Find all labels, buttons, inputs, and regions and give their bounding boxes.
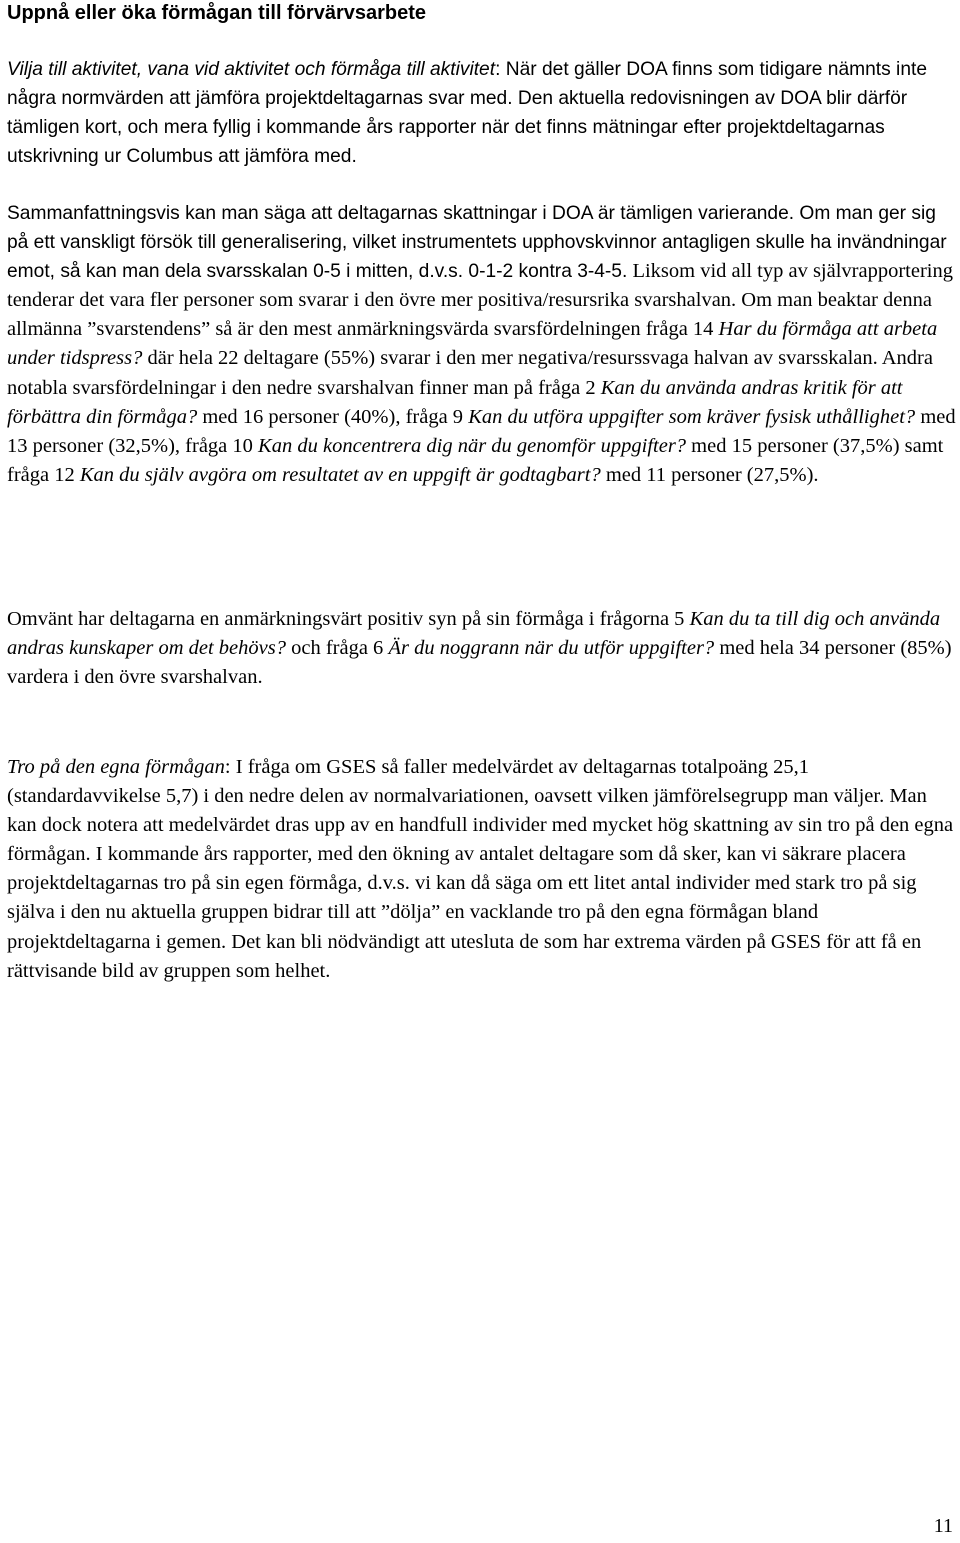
question-6: Är du noggrann när du utför uppgifter?: [388, 637, 715, 660]
paragraph-positive-view: [7, 605, 957, 692]
question-12: Kan du själv avgöra om resultatet av en uppgift är godtagbart?: [79, 463, 601, 486]
paragraph-doa-intro: [7, 55, 957, 171]
positive-text-3: med hela 34 personer (85%) vardera i den övre svarshalvan.: [7, 637, 952, 689]
paragraph-gses: [7, 753, 957, 986]
positive-text-2: och fråga 6: [285, 637, 389, 660]
summary-text-3: med 16 personer (40%), fråga 9: [197, 405, 469, 428]
doa-label: Vilja till aktivitet, vana vid aktivitet och förmåga till aktivitet: [7, 59, 496, 80]
paragraph-doa-summary: [7, 199, 957, 490]
question-10: Kan du koncentrera dig när du genomför uppgifter?: [258, 434, 687, 457]
gses-label: Tro på den egna förmågan: [7, 756, 225, 778]
summary-text-2: där hela 22 deltagare (55%) svarar i den mer negativa/resurssvaga halvan av svarsskalan. Andra notabla svarsfördelningar i den nedre svarshalvan finner man på fråga 2: [7, 347, 933, 399]
summary-text-6: med 11 personer (27,5%).: [600, 463, 819, 486]
summary-text-1: Liksom vid all typ av självrapportering tenderar det vara fler personer som svarar i den övre mer positiva/resursrika svarshalvan. Om man beaktar denna allmänna ”svarstendens” så är den mest anmärkningsvärda svarsfördelningen fråga 14: [7, 260, 953, 341]
doa-intro-text: : När det gäller DOA finns som tidigare nämnts inte några normvärden att jämföra projektdeltagarnas svar med. Den aktuella redovisningen av DOA blir därför tämligen kort, och mera fyllig i kommande års rapporter när det finns mätningar efter projektdeltagarnas utskrivning ur Columbus att jämföra med.: [7, 59, 927, 168]
question-5: Kan du ta till dig och använda andras kunskaper om det behövs?: [7, 608, 941, 660]
question-14: Har du förmåga att arbeta under tidspress?: [7, 318, 938, 370]
question-2: Kan du använda andras kritik för att förbättra din förmåga?: [7, 376, 903, 428]
page-number: 11: [933, 1515, 953, 1537]
section-heading: Uppnå eller öka förmågan till förvärvsarbete: [7, 2, 427, 24]
positive-text-1: Omvänt har deltagarna en anmärkningsvärt positiv syn på sin förmåga i frågorna 5: [7, 608, 690, 630]
summary-text-sans: Sammanfattningsvis kan man säga att deltagarnas skattningar i DOA är tämligen varierande. Om man ger sig på ett vanskligt försök till generalisering, vilket instrumentets upphovskvinnor antagligen skulle ha invändningar emot, så kan man dela svarsskalan 0-5 i mitten, d.v.s. 0-1-2 kontra 3-4-5.: [7, 203, 947, 283]
summary-text-4: med 13 personer (32,5%), fråga 10: [7, 405, 956, 457]
gses-text: : I fråga om GSES så faller medelvärdet av deltagarnas totalpoäng 25,1 (standardavvikelse 5,7) i den nedre delen av normalvariationen, oavsett vilken jämförelsegrupp man väljer. Man kan dock notera att medelvärdet dras upp av en handfull individer med mycket hög skattning av sin tro på den egna förmågan. I kommande års rapporter, med den ökning av antalet deltagare som då sker, kan vi säkrare placera projektdeltagarnas tro på sin egen förmåga, d.v.s. vi kan då säga om ett litet antal individer med stark tro på sig själva i den nu aktuella gruppen bidrar till att ”dölja” en vacklande tro på den egna förmågan bland projektdeltagarna i gemen. Det kan bli nödvändigt att utesluta de som har extrema värden på GSES för att få en rättvisande bild av gruppen som helhet.: [7, 756, 954, 982]
summary-text-5: med 15 personer (37,5%) samt fråga 12: [7, 434, 944, 486]
question-9: Kan du utföra uppgifter som kräver fysisk uthållighet?: [468, 405, 916, 428]
